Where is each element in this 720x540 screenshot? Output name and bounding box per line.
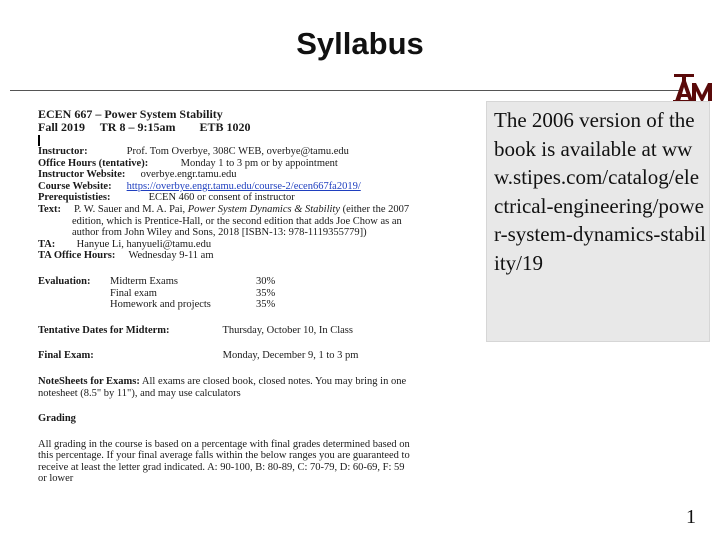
course-term: Fall 2019 TR 8 – 9:15am ETB 1020 (38, 120, 251, 134)
ta-label: TA: (38, 238, 56, 250)
course-title: ECEN 667 – Power System Stability (38, 108, 223, 121)
instructor-website-row (38, 169, 478, 181)
text-line3: author from John Wiley and Sons, 2018 [ISBN-13: 978-1119355779]) (72, 227, 367, 239)
evaluation-weight: 35% (256, 287, 276, 299)
text-label: Text: (38, 203, 61, 215)
evaluation-row-1 (38, 288, 478, 300)
evaluation-item: Homework and projects (110, 299, 211, 311)
evaluation-row-2 (38, 299, 478, 311)
instructor-label: Instructor: (38, 146, 88, 157)
text-cursor (38, 135, 40, 146)
title-divider (10, 90, 682, 91)
course-website-link[interactable]: https://overbye.engr.tamu.edu/course-2/ecen667fa2019/ (126, 180, 361, 192)
grading-heading: Grading (38, 413, 76, 425)
notesheets-label: NoteSheets for Exams: (38, 375, 140, 387)
prereq-label: Prerequististies: (38, 192, 111, 204)
grading-line3: receive at least the letter grad indicated. A: 90-100, B: 80-89, C: 70-79, D: 60-69, F: 59 (38, 461, 405, 473)
office-hours-value: Monday 1 to 3 pm or by appointment (180, 157, 338, 169)
final-value: Monday, December 9, 1 to 3 pm (222, 350, 359, 362)
course-website-row (38, 181, 478, 193)
evaluation-weight: 30% (256, 275, 276, 287)
prereq-row (38, 192, 478, 204)
instructor-value: Prof. Tom Overbye, 308C WEB, overbye@tamu.edu (126, 146, 349, 157)
evaluation-item: Final exam (110, 287, 157, 299)
text-authors: P. W. Sauer and M. A. Pai, (74, 203, 188, 215)
text-line1-end: (either the 2007 (340, 203, 410, 215)
evaluation-item: Midterm Exams (110, 275, 178, 287)
syllabus-document (38, 108, 478, 536)
text-book-title: Power System Dynamics & Stability (187, 203, 340, 215)
grading-line1: All grading in the course is based on a percentage with final grades determined based on (38, 438, 410, 450)
ta-value: Hanyue Li, hanyueli@tamu.edu (76, 238, 212, 250)
grading-line4: or lower (38, 473, 74, 485)
evaluation-label: Evaluation: (38, 275, 91, 287)
evaluation-weight: 35% (256, 299, 276, 311)
slide-title: Syllabus (296, 26, 424, 61)
course-website-label: Course Website: (38, 180, 112, 192)
ta-hours-label: TA Office Hours: (38, 250, 116, 262)
final-row (38, 350, 478, 362)
midterm-value: Thursday, October 10, In Class (222, 324, 353, 336)
grading-line2: this percentage. If your final average falls within the below ranges you are guaranteed to (38, 450, 410, 462)
text-line2: edition, which is Prentice-Hall, or the second edition that adds Joe Chow as an (72, 215, 402, 227)
office-hours-label: Office Hours (tentative): (38, 157, 149, 169)
notesheets-line2: notesheet (8.5" by 11"), and may use calculators (38, 387, 241, 399)
midterm-row (38, 325, 478, 337)
notesheets-line1: All exams are closed book, closed notes. You may bring in one (139, 375, 407, 387)
instructor-row (38, 146, 478, 158)
instructor-website-label: Instructor Website: (38, 169, 126, 181)
university-logo-icon (672, 73, 714, 103)
instructor-website-value: overbye.engr.tamu.edu (140, 169, 237, 181)
midterm-label: Tentative Dates for Midterm: (38, 324, 170, 336)
ta-row (38, 239, 478, 251)
ta-hours-row (38, 250, 478, 262)
ta-hours-value: Wednesday 9-11 am (128, 250, 214, 262)
page-number: 1 (686, 506, 696, 528)
final-label: Final Exam: (38, 350, 94, 362)
office-hours-row (38, 158, 478, 170)
prereq-value: ECEN 460 or consent of instructor (148, 192, 295, 204)
text-row (38, 204, 478, 216)
callout-text: The 2006 version of the book is available at www.stipes.com/catalog/electrical-engineering/power-system-dynamics-stability/19 (494, 108, 706, 275)
notesheets-row (38, 376, 478, 388)
evaluation-row-0 (38, 276, 478, 288)
